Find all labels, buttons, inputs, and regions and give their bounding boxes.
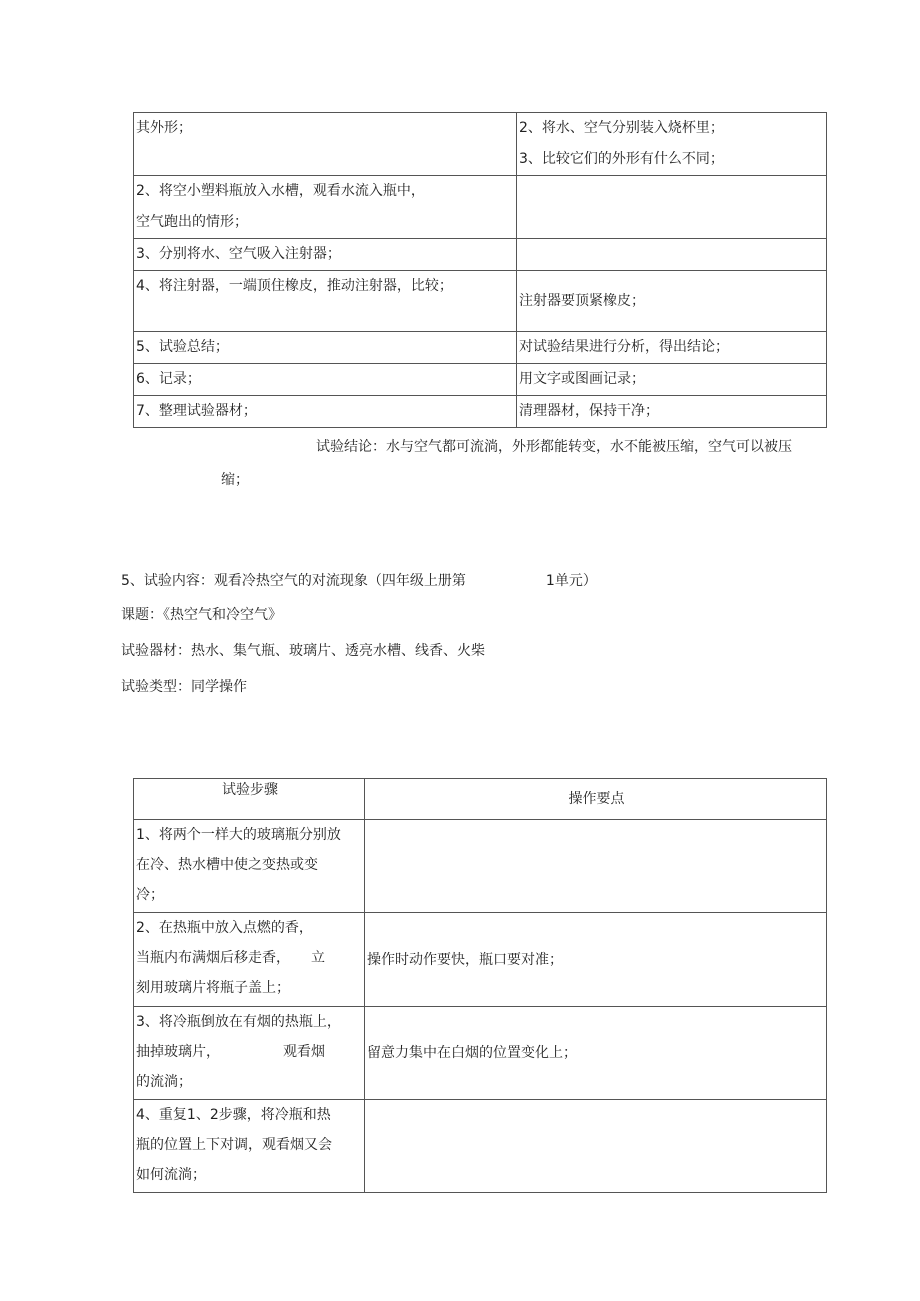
cell-text: 7、整理试验器材； xyxy=(136,403,257,419)
section5-type: 试验类型：同学操作 xyxy=(121,679,247,695)
cell-text: 空气跑出的情形； xyxy=(136,214,248,230)
cell-text: 1、将两个一样大的玻璃瓶分别放 xyxy=(136,827,341,843)
step-cell xyxy=(134,1100,365,1193)
header-points: 操作要点 xyxy=(365,779,827,820)
section5-title xyxy=(121,571,597,591)
row-step-cell xyxy=(134,271,517,332)
row-note-cell xyxy=(517,113,827,176)
cell-text: 在冷、热水槽中使之变热或变 xyxy=(136,857,318,873)
cell-text: 5、试验总结； xyxy=(136,339,229,355)
experiment-steps-table xyxy=(133,778,827,1193)
cell-text: 6、记录； xyxy=(136,371,201,387)
cell-text: 瓶的位置上下对调，观看烟又会 xyxy=(136,1137,332,1153)
table-row xyxy=(134,1100,827,1193)
table-row xyxy=(134,176,827,239)
step-cell xyxy=(134,913,365,1007)
section5-topic: 课题：《热空气和冷空气》 xyxy=(121,607,282,623)
point-cell: 留意力集中在白烟的位置变化上； xyxy=(365,1007,827,1100)
table-row xyxy=(134,239,827,271)
point-cell: 操作时动作要快，瓶口要对准； xyxy=(365,913,827,1007)
row-note-cell xyxy=(517,364,827,396)
table-row xyxy=(134,332,827,364)
cell-text: 4、重复1、2步骤，将冷瓶和热 xyxy=(136,1107,331,1123)
point-cell xyxy=(365,820,827,913)
cell-text: 3、将冷瓶倒放在有烟的热瓶上， xyxy=(136,1014,341,1030)
point-cell xyxy=(365,1100,827,1193)
table-row xyxy=(134,364,827,396)
cell-text: 刻用玻璃片将瓶子盖上； xyxy=(136,980,290,996)
step-cell xyxy=(134,1007,365,1100)
cell-text: 如何流淌； xyxy=(136,1167,206,1183)
section5-materials: 试验器材：热水、集气瓶、玻璃片、透亮水槽、线香、火柴 xyxy=(121,643,485,659)
section5-title-main: 5、试验内容：观看冷热空气的对流现象（四年级上册第 xyxy=(121,573,466,589)
table-row xyxy=(134,113,827,176)
table-row xyxy=(134,396,827,428)
row-note-cell xyxy=(517,176,827,239)
cell-text: 其外形； xyxy=(136,120,192,136)
step-cell xyxy=(134,820,365,913)
table-row xyxy=(134,820,827,913)
section5-title-unit: 1单元） xyxy=(545,573,597,589)
table-row xyxy=(134,271,827,332)
row-step-cell xyxy=(134,239,517,271)
conclusion-line-2: 缩； xyxy=(221,472,249,488)
table-continued xyxy=(133,112,827,428)
cell-text: 对试验结果进行分析，得出结论； xyxy=(519,339,729,355)
table-continued-body xyxy=(134,113,827,428)
cell-text: 2、在热瓶中放入点燃的香， xyxy=(136,920,313,936)
cell-text: 用文字或图画记录； xyxy=(519,371,645,387)
header-steps: 试验步骤 xyxy=(134,779,365,820)
cell-text: 冷； xyxy=(136,887,164,903)
row-step-cell xyxy=(134,396,517,428)
cell-text: 当瓶内布满烟后移走香， 立 xyxy=(136,950,325,966)
row-note-cell xyxy=(517,396,827,428)
row-note-cell xyxy=(517,332,827,364)
row-note-cell xyxy=(517,239,827,271)
row-step-cell xyxy=(134,113,517,176)
row-step-cell xyxy=(134,364,517,396)
cell-text: 2、将水、空气分别装入烧杯里； xyxy=(519,120,724,136)
conclusion-line-1: 试验结论：水与空气都可流淌，外形都能转变，水不能被压缩，空气可以被压 xyxy=(316,439,792,455)
cell-text: 4、将注射器，一端顶住橡皮，推动注射器，比较； xyxy=(136,278,453,294)
row-step-cell xyxy=(134,176,517,239)
cell-text: 注射器要顶紧橡皮； xyxy=(519,292,645,309)
cell-text: 2、将空小塑料瓶放入水槽，观看水流入瓶中， xyxy=(136,183,425,199)
table-row xyxy=(134,1007,827,1100)
experiment-steps-body xyxy=(134,779,827,1193)
row-note-cell xyxy=(517,271,827,332)
cell-text: 清理器材，保持干净； xyxy=(519,403,659,419)
row-step-cell xyxy=(134,332,517,364)
cell-text: 3、分别将水、空气吸入注射器； xyxy=(136,246,341,262)
cell-text: 抽掉玻璃片， 观看烟 xyxy=(136,1044,325,1060)
table-row xyxy=(134,913,827,1007)
table-header-row xyxy=(134,779,827,820)
cell-text: 3、比较它们的外形有什么不同； xyxy=(519,151,724,167)
cell-text: 的流淌； xyxy=(136,1074,192,1090)
